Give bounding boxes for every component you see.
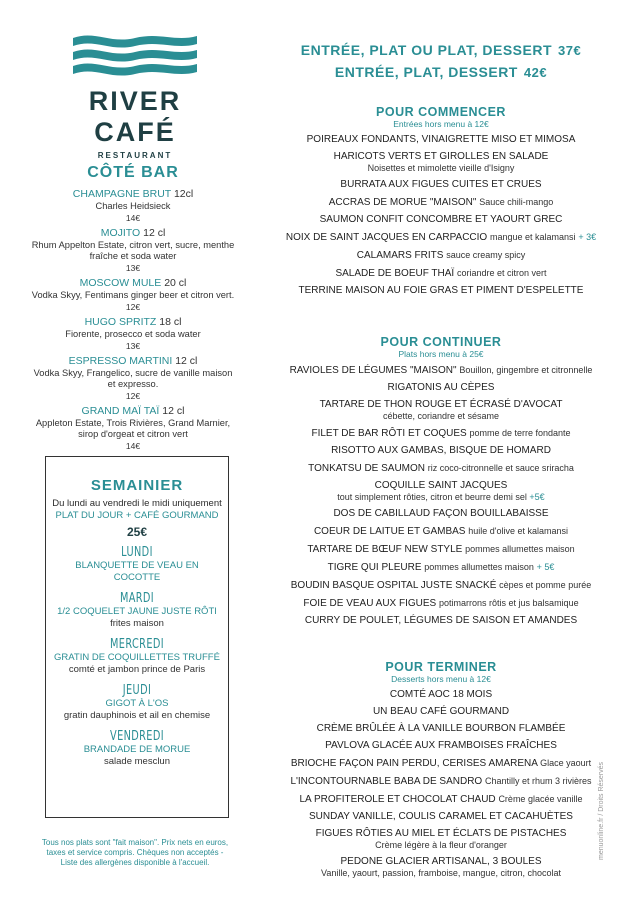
drink-name-line	[30, 188, 236, 201]
menu-item-line	[262, 525, 620, 538]
semainier-intro: Du lundi au vendredi le midi uniquement	[52, 498, 222, 509]
menu-item-subtext	[262, 840, 620, 851]
menu-item-desc: Sauce chili-mango	[479, 197, 554, 207]
drink-volume: 12cl	[173, 188, 194, 200]
menu-item-line	[262, 196, 620, 209]
drink-volume: 12 cl	[143, 227, 166, 239]
section-title: POUR CONTINUER	[380, 335, 502, 349]
menu-item	[262, 249, 620, 262]
drink-name-line	[30, 355, 236, 368]
menu-item-name: CRÈME BRÛLÉE À LA VANILLE BOURBON FLAMBÉE	[316, 723, 566, 734]
left-column	[0, 0, 262, 906]
menu-item-name: TARTARE DE THON ROUGE ET ÉCRASÉ D'AVOCAT	[319, 399, 563, 410]
drink-description: Vodka Skyy, Frangelico, sucre de vanille maison et expresso.	[33, 368, 233, 389]
menu-item	[262, 775, 620, 788]
menu-item-line	[262, 382, 620, 394]
menu-item-name: COQUILLE SAINT JACQUES	[374, 480, 508, 491]
menu-item-line	[262, 462, 620, 475]
menu-item	[262, 856, 620, 879]
menu-item-desc: pommes allumettes maison	[465, 544, 575, 554]
menu-item-line	[262, 480, 620, 492]
menu-item-desc: cèpes et pomme purée	[499, 580, 592, 590]
menu-item-line	[262, 249, 620, 262]
menu-item-name: FOIE DE VEAU AUX FIGUES	[303, 598, 437, 609]
menu-item-name: SALADE DE BOEUF THAÏ	[335, 268, 455, 279]
menu-item-name: LA PROFITEROLE ET CHOCOLAT CHAUD	[299, 794, 496, 805]
menu-item	[262, 382, 620, 394]
menu-item-line	[262, 267, 620, 280]
menu-item-line	[262, 597, 620, 610]
menu-item-name: FIGUES RÔTIES AU MIEL ET ÉCLATS DE PISTACHES	[315, 828, 567, 839]
menu-item-desc: pommes allumettes maison	[424, 562, 534, 572]
drink-name: GRAND MAÏ TAÏ	[81, 405, 160, 417]
menu-item-line	[262, 543, 620, 556]
menu-item	[262, 285, 620, 297]
menu-item-line	[262, 811, 620, 823]
day-dish: GIGOT À L'OS	[105, 698, 169, 709]
brand-name: RIVER CAFÉ	[88, 86, 182, 147]
menu-item-name: ACCRAS DE MORUE "MAISON"	[328, 197, 477, 208]
drink-name: MOSCOW MULE	[79, 277, 162, 289]
formula-line	[262, 64, 620, 80]
menu-item-name: CURRY DE POULET, LÉGUMES DE SAISON ET AMANDES	[304, 615, 578, 626]
menu-item-sub: cébette, coriandre et sésame	[382, 411, 500, 421]
menu-item-line	[262, 793, 620, 806]
menu-item-sub: Crème légère à la fleur d'oranger	[375, 840, 507, 850]
menu-item-name: CALAMARS FRITS	[356, 250, 444, 261]
drink-volume: 12 cl	[162, 405, 185, 417]
day-entry	[46, 683, 228, 721]
menu-item-line	[262, 740, 620, 752]
waves-logo-icon	[65, 30, 205, 82]
menu-item-name: BOUDIN BASQUE OSPITAL JUSTE SNACKÉ	[290, 580, 497, 591]
menu-item-name: HARICOTS VERTS ET GIROLLES EN SALADE	[333, 151, 549, 162]
drink-list	[30, 188, 236, 451]
menu-item	[262, 793, 620, 806]
item-list	[262, 364, 620, 627]
menu-item-line	[262, 706, 620, 718]
formula-price: 42€	[523, 65, 548, 80]
menu-item-line	[262, 399, 620, 411]
drink-name: CHAMPAGNE BRUT	[72, 188, 172, 200]
menu-item-line	[262, 445, 620, 457]
menu-item-subtext	[262, 411, 620, 422]
day-side: comté et jambon prince de Paris	[68, 663, 206, 675]
menu-item-name: SAUMON CONFIT CONCOMBRE ET YAOURT GREC	[319, 214, 563, 225]
semainier-title: SEMAINIER	[90, 477, 184, 494]
menu-item	[262, 427, 620, 440]
day-entry	[46, 545, 228, 583]
menu-item-line	[262, 775, 620, 788]
drink-volume: 12 cl	[175, 355, 198, 367]
menu-item-name: COEUR DE LAITUE ET GAMBAS	[313, 526, 466, 537]
menu-item-name: TERRINE MAISON AU FOIE GRAS ET PIMENT D'ESPELETTE	[298, 285, 584, 296]
section-note: Entrées hors menu à 12€	[393, 119, 489, 129]
menu-item-name: RAVIOLES DE LÉGUMES "MAISON"	[289, 365, 457, 376]
section-title: POUR COMMENCER	[376, 105, 506, 119]
formula-label: ENTRÉE, PLAT, DESSERT	[334, 64, 518, 80]
drink-description: Rhum Appelton Estate, citron vert, sucre, menthe fraîche et soda water	[31, 240, 235, 261]
menu-item	[262, 134, 620, 146]
drink-item	[30, 355, 236, 401]
menu-item-name: TIGRE QUI PLEURE	[327, 562, 422, 573]
section-pour-terminer	[262, 660, 620, 884]
menu-item-name: UN BEAU CAFÉ GOURMAND	[372, 706, 510, 717]
drink-price: 12€	[125, 391, 141, 401]
menu-item	[262, 480, 620, 503]
drink-name-line	[30, 277, 236, 290]
menu-item-desc: Crème glacée vanille	[498, 794, 583, 804]
menu-item-line	[262, 427, 620, 440]
drink-item	[30, 316, 236, 351]
cote-bar-title: CÔTÉ BAR	[87, 164, 179, 181]
menu-item-subtext	[262, 868, 620, 879]
menu-item-desc: pomme de terre fondante	[469, 428, 571, 438]
menu-item	[262, 597, 620, 610]
day-name: LUNDI	[121, 545, 153, 560]
menu-item-name: DOS DE CABILLAUD FAÇON BOUILLABAISSE	[333, 508, 549, 519]
menu-item	[262, 561, 620, 574]
drink-price: 14€	[125, 441, 141, 451]
menu-item-name: NOIX DE SAINT JACQUES EN CARPACCIO	[285, 232, 488, 243]
semainier-price: 25€	[126, 525, 148, 539]
menu-item-line	[262, 757, 620, 770]
day-entry	[46, 637, 228, 675]
menu-item-name: BRIOCHE FAÇON PAIN PERDU, CERISES AMARENA	[290, 758, 538, 769]
menu-item-line	[262, 364, 620, 377]
menu-item-subtext	[262, 492, 620, 503]
day-dish: BRANDADE DE MORUE	[83, 744, 191, 755]
menu-item	[262, 364, 620, 377]
drink-name-line	[30, 316, 236, 329]
plat-du-jour-label: PLAT DU JOUR + CAFÉ GOURMAND	[55, 510, 219, 521]
menu-item-sub: Vanille, yaourt, passion, framboise, mangue, citron, chocolat	[321, 868, 561, 878]
menu-item-line	[262, 561, 620, 574]
menu-item-name: TARTARE DE BŒUF NEW STYLE	[307, 544, 463, 555]
section-pour-continuer	[262, 335, 620, 632]
drink-item	[30, 277, 236, 312]
menu-item	[262, 828, 620, 851]
drink-price: 13€	[125, 341, 141, 351]
right-column	[262, 0, 620, 906]
menu-item	[262, 579, 620, 592]
day-dish: 1/2 COQUELET JAUNE JUSTE RÔTI	[57, 606, 217, 617]
menu-item	[262, 723, 620, 735]
drink-volume: 20 cl	[164, 277, 187, 289]
item-list	[262, 134, 620, 297]
menu-item-subtext	[262, 163, 620, 174]
menu-item-line	[262, 285, 620, 297]
section-note: Desserts hors menu à 12€	[391, 674, 491, 684]
menu-item-line	[262, 214, 620, 226]
menu-item-supplement: +5€	[529, 492, 545, 502]
menu-item-line	[262, 231, 620, 244]
menu-item	[262, 525, 620, 538]
menu-item	[262, 757, 620, 770]
item-list	[262, 689, 620, 879]
section-pour-commencer	[262, 105, 620, 302]
menu-item-supplement: + 5€	[536, 562, 555, 572]
menu-item-line	[262, 508, 620, 520]
drink-item	[30, 405, 236, 451]
menu-item-name: TONKATSU DE SAUMON	[308, 463, 426, 474]
credit-text: menuonline.fr / Droits Réservés	[598, 761, 605, 860]
menu-item-desc: riz coco-citronnelle et sauce sriracha	[427, 463, 574, 473]
menu-item-name: L'INCONTOURNABLE BABA DE SANDRO	[290, 776, 483, 787]
day-name: MARDI	[119, 591, 155, 606]
menu-item-name: PAVLOVA GLACÉE AUX FRAMBOISES FRAÎCHES	[325, 740, 557, 751]
day-entry	[46, 591, 228, 629]
day-side: salade mesclun	[103, 755, 170, 767]
menu-item-desc: Glace yaourt	[540, 758, 592, 768]
menu-item	[262, 543, 620, 556]
menu-item-name: POIREAUX FONDANTS, VINAIGRETTE MISO ET MIMOSA	[306, 134, 576, 145]
formula-price: 37€	[558, 43, 582, 58]
menu-item-desc: huile d'olive et kalamansi	[468, 526, 569, 536]
drink-price: 14€	[125, 213, 141, 223]
drink-price: 12€	[125, 302, 141, 312]
drink-name: MOJITO	[100, 227, 141, 239]
menu-item-line	[262, 856, 620, 868]
menu-item-sub: tout simplement rôties, citron et beurre demi sel	[337, 492, 527, 502]
menu-item	[262, 196, 620, 209]
menu-item-line	[262, 615, 620, 627]
menu-item-desc: coriandre et citron vert	[456, 268, 547, 278]
menu-item	[262, 706, 620, 718]
footnote: Tous nos plats sont "fait maison". Prix nets en euros, taxes et service compris. Chèques non acceptés - Liste des allergènes disponible à l'accueil.	[41, 838, 229, 867]
day-list	[46, 545, 228, 767]
menu-item-sub: Noisettes et mimolette vieille d'Isigny	[367, 163, 515, 173]
menu-item-line	[262, 579, 620, 592]
menu-item-name: BURRATA AUX FIGUES CUITES ET CRUES	[340, 179, 542, 190]
menu-item-name: SUNDAY VANILLE, COULIS CARAMEL ET CACAHUÈTES	[309, 811, 573, 822]
menu-item-desc: Bouillon, gingembre et citronnelle	[459, 365, 593, 375]
menu-item-line	[262, 689, 620, 701]
menu-item	[262, 151, 620, 174]
brand-subtitle: RESTAURANT	[97, 151, 173, 160]
menu-item-desc: potimarrons rôtis et jus balsamique	[439, 598, 579, 608]
drink-price: 13€	[125, 263, 141, 273]
menu-item-name: RIGATONIS AU CÈPES	[387, 382, 495, 393]
menu-item	[262, 615, 620, 627]
menu-item	[262, 811, 620, 823]
day-name: VENDREDI	[110, 729, 164, 744]
drink-item	[30, 227, 236, 273]
drink-volume: 18 cl	[159, 316, 182, 328]
menu-item-line	[262, 828, 620, 840]
menu-item-desc: mangue et kalamansi	[490, 232, 576, 242]
menu-item	[262, 445, 620, 457]
menu-item	[262, 508, 620, 520]
semainier-box	[45, 456, 229, 818]
drink-name: HUGO SPRITZ	[84, 316, 157, 328]
menu-item	[262, 399, 620, 422]
menu-item-desc: sauce creamy spicy	[446, 250, 526, 260]
menu-item-desc: Chantilly et rhum 3 rivières	[485, 776, 592, 786]
day-side: gratin dauphinois et ail en chemise	[63, 709, 211, 721]
logo	[60, 30, 210, 160]
drink-item	[30, 188, 236, 223]
section-title: POUR TERMINER	[385, 660, 497, 674]
menu-item-name: FILET DE BAR RÔTI ET COQUES	[311, 428, 467, 439]
menu-item-supplement: + 3€	[578, 232, 597, 242]
day-name: MERCREDI	[110, 637, 164, 652]
menu-item	[262, 740, 620, 752]
cote-bar-section	[30, 164, 236, 455]
menu-item-line	[262, 723, 620, 735]
day-entry	[46, 729, 228, 767]
menu-item-name: COMTÉ AOC 18 MOIS	[389, 689, 493, 700]
menu-item-name: PEDONE GLACIER ARTISANAL, 3 BOULES	[340, 856, 542, 867]
drink-name-line	[30, 227, 236, 240]
menu-item-name: RISOTTO AUX GAMBAS, BISQUE DE HOMARD	[331, 445, 551, 456]
menu-item	[262, 214, 620, 226]
menu-item-line	[262, 134, 620, 146]
day-dish: BLANQUETTE DE VEAU EN COCOTTE	[75, 560, 199, 583]
drink-name-line	[30, 405, 236, 418]
drink-description: Charles Heidsieck	[95, 201, 171, 211]
menu-item-line	[262, 151, 620, 163]
drink-description: Fiorente, prosecco et soda water	[65, 329, 201, 339]
drink-description: Vodka Skyy, Fentimans ginger beer et citron vert.	[31, 290, 235, 300]
menu-item	[262, 179, 620, 191]
drink-description: Appleton Estate, Trois Rivières, Grand Marnier, sirop d'orgeat et citron vert	[35, 418, 231, 439]
day-dish: GRATIN DE COQUILLETTES TRUFFÉ	[54, 652, 220, 663]
formula-label: ENTRÉE, PLAT OU PLAT, DESSERT	[300, 42, 553, 58]
menu-item	[262, 462, 620, 475]
menu-item	[262, 267, 620, 280]
menu-item	[262, 689, 620, 701]
day-name: JEUDI	[122, 683, 152, 698]
day-side: frites maison	[110, 617, 164, 629]
formula-line	[262, 42, 620, 58]
menu-item-line	[262, 179, 620, 191]
menu-item	[262, 231, 620, 244]
drink-name: ESPRESSO MARTINI	[68, 355, 173, 367]
section-note: Plats hors menu à 25€	[398, 349, 484, 359]
